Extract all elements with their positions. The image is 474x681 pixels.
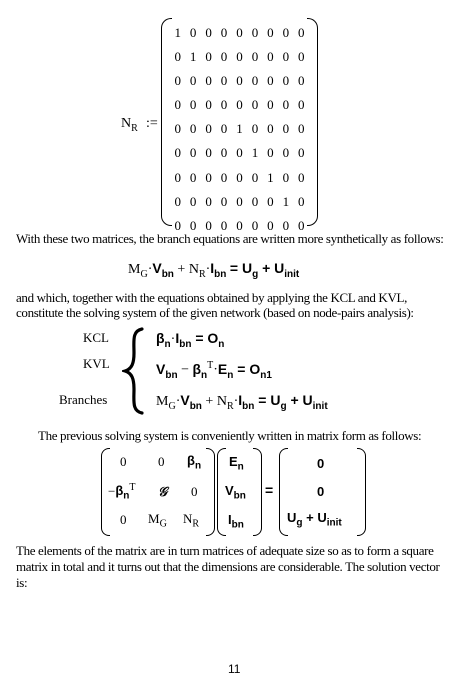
matrix-entry: 0 (220, 193, 228, 209)
matrix-cell: 0 (158, 454, 165, 469)
matrix-cell: 0 (191, 484, 198, 499)
matrix-cell: 0 (120, 512, 127, 527)
right-bracket (253, 448, 262, 536)
matrix-entry: 1 (174, 25, 181, 40)
matrix-entry: 0 (236, 73, 243, 89)
matrix-entry: 0 (174, 193, 181, 209)
matrix-entry: 0 (205, 25, 212, 40)
matrix-entry: 0 (282, 97, 290, 113)
branch-equation: $M_G\cdot V_{bn} + N_R\cdot I_{bn} = U_g + U_{init}$ (128, 260, 300, 280)
right-bracket (357, 448, 366, 536)
matrix-entry: 0 (282, 73, 290, 89)
nr-label-main: N (121, 116, 132, 131)
matrix-entry: 0 (220, 73, 228, 89)
matrix-entry: 0 (236, 193, 243, 209)
kcl-equation: $\beta_n\cdot I_{bn} = O_n$ (156, 330, 225, 350)
paragraph-kcl-kvl-line1: and which, together with the equations obtained by applying the KCL and KVL, (16, 290, 407, 305)
paragraph-branch-intro: With these two matrices, the branch equations are written more synthetically as follows: (16, 231, 444, 246)
matrix-entry: 0 (220, 49, 228, 65)
matrix-cell: $N_R$ (183, 511, 200, 530)
matrix-entry: 0 (174, 49, 181, 65)
matrix-entry: 0 (189, 25, 197, 40)
matrix-entry: 0 (267, 25, 274, 40)
matrix-cell: $\beta_n$ (187, 453, 202, 472)
matrix-entry: 0 (220, 217, 228, 233)
matrix-entry: 0 (267, 49, 274, 65)
matrix-entry: 0 (205, 217, 212, 233)
paragraph-elements-line2: matrix in total and it turns out that the dimensions are considerable. The solution vector (16, 559, 440, 574)
matrix-entry: 0 (174, 169, 181, 185)
matrix-entry: 0 (251, 25, 259, 40)
matrix-entry: 0 (174, 121, 181, 137)
matrix-entry: 0 (282, 121, 290, 137)
matrix-cell: 𝒢 (158, 484, 168, 499)
matrix-entry: 0 (236, 97, 243, 113)
matrix-entry: 1 (236, 121, 243, 137)
matrix-entry: 0 (298, 193, 305, 209)
label-branches: Branches (59, 392, 108, 407)
matrix-entry: 0 (220, 97, 228, 113)
matrix-entry: 0 (298, 169, 305, 185)
matrix-entry: 0 (174, 73, 181, 89)
paragraph-elements-line3: is: (16, 575, 28, 590)
label-kcl: KCL (83, 330, 109, 345)
matrix-entry: 0 (267, 73, 274, 89)
matrix-entry: 0 (251, 49, 259, 65)
matrix-entry: 0 (236, 169, 243, 185)
nr-matrix-label (121, 116, 138, 134)
matrix-entry: 0 (189, 217, 197, 233)
vector-cell: 0 (317, 456, 325, 471)
matrix-entry: 0 (251, 217, 259, 233)
matrix-entry: 0 (174, 145, 181, 161)
branches-equation: $M_G\cdot V_{bn} + N_R\cdot I_{bn} = U_g + U_{init}$ (156, 392, 328, 412)
nr-label-sub: R (131, 122, 138, 134)
matrix-entry: 1 (267, 169, 274, 185)
matrix-entry: 0 (267, 121, 274, 137)
matrix-entry: 0 (298, 97, 305, 113)
matrix-entry: 0 (205, 145, 212, 161)
matrix-entry: 0 (251, 169, 259, 185)
vector-cell: 0 (317, 484, 325, 499)
matrix-entry: 0 (236, 217, 243, 233)
assign-operator: := (146, 116, 158, 131)
matrix-entry: 0 (298, 145, 305, 161)
vector-cell: $I_{bn}$ (228, 512, 244, 531)
matrix-entry: 0 (298, 121, 305, 137)
vector-cell: $V_{bn}$ (225, 483, 246, 502)
label-kvl: KVL (83, 356, 110, 371)
matrix-entry: 0 (189, 97, 197, 113)
vector-cell: $U_g + U_{init}$ (287, 510, 342, 529)
matrix-entry: 0 (251, 97, 259, 113)
paragraph-elements-line1: The elements of the matrix are in turn matrices of adequate size so as to form a square (16, 543, 434, 558)
matrix-entry: 0 (282, 49, 290, 65)
matrix-entry: 0 (282, 145, 290, 161)
matrix-entry: 0 (298, 25, 305, 40)
equals-sign: = (265, 482, 274, 498)
matrix-cell: $M_G$ (148, 511, 167, 530)
matrix-cell: 0 (120, 454, 127, 469)
matrix-entry: 0 (189, 193, 197, 209)
coefficient-matrix (101, 448, 215, 534)
nr-matrix-grid (170, 21, 309, 238)
unknown-vector (217, 448, 262, 534)
matrix-entry: 0 (189, 145, 197, 161)
matrix-entry: 0 (236, 145, 243, 161)
matrix-entry: 0 (298, 49, 305, 65)
matrix-entry: 0 (220, 121, 228, 137)
matrix-entry: 0 (236, 49, 243, 65)
matrix-entry: 0 (267, 145, 274, 161)
page-number: 11 (228, 662, 241, 676)
matrix-entry: 0 (205, 193, 212, 209)
matrix-entry: 1 (282, 193, 290, 209)
matrix-entry: 0 (205, 73, 212, 89)
matrix-entry: 0 (251, 121, 259, 137)
right-bracket (206, 448, 215, 536)
matrix-entry: 0 (205, 169, 212, 185)
matrix-entry: 0 (174, 217, 181, 233)
matrix-entry: 0 (220, 145, 228, 161)
matrix-entry: 0 (267, 97, 274, 113)
matrix-entry: 1 (189, 49, 197, 65)
matrix-entry: 0 (298, 73, 305, 89)
matrix-entry: 0 (282, 217, 290, 233)
paragraph-kcl-kvl-line2: constitute the solving system of the given network (based on node-pairs analysis): (16, 305, 414, 320)
matrix-entry: 0 (298, 217, 305, 233)
matrix-entry: 0 (267, 217, 274, 233)
matrix-entry: 0 (205, 121, 212, 137)
matrix-entry: 0 (189, 121, 197, 137)
curly-brace-icon (122, 327, 146, 415)
known-vector (279, 448, 366, 534)
matrix-entry: 0 (205, 49, 212, 65)
matrix-entry: 0 (189, 73, 197, 89)
matrix-entry: 0 (236, 25, 243, 40)
matrix-entry: 0 (282, 169, 290, 185)
matrix-entry: 0 (205, 97, 212, 113)
matrix-entry: 0 (220, 25, 228, 40)
matrix-entry: 0 (251, 73, 259, 89)
matrix-entry: 0 (220, 169, 228, 185)
nr-matrix (161, 18, 318, 233)
matrix-entry: 0 (251, 193, 259, 209)
vector-cell: $E_n$ (229, 454, 244, 473)
matrix-entry: 1 (251, 145, 259, 161)
matrix-entry: 0 (282, 25, 290, 40)
kvl-equation: $V_{bn} - \beta_n^T\cdot E_n = O_{n1}$ (156, 360, 272, 381)
paragraph-matrix-form: The previous solving system is conveniently written in matrix form as follows: (38, 428, 422, 443)
matrix-entry: 0 (267, 193, 274, 209)
matrix-cell: $-\beta_n^T$ (108, 482, 136, 502)
matrix-entry: 0 (174, 97, 181, 113)
matrix-entry: 0 (189, 169, 197, 185)
